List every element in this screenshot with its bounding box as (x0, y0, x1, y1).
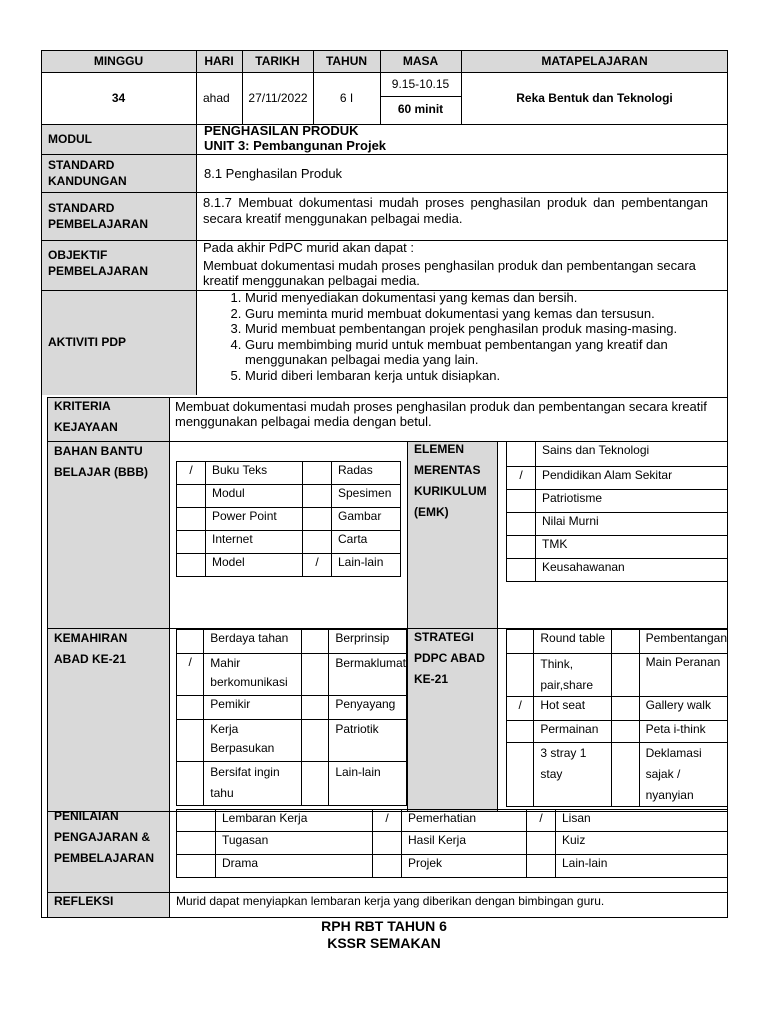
bbb-mark (303, 508, 332, 531)
abad-mark (302, 762, 329, 806)
strategi-item: Peta i-think (639, 721, 727, 743)
bbb-item: Spesimen (332, 485, 401, 508)
objektif-value: Membuat dokumentasi mudah proses penghasilan produk dan pembentangan secara kreatif menggunakan pelbagai media. (203, 258, 696, 288)
emk-mark (507, 559, 536, 582)
aktiviti-item: 4. Guru membimbing murid untuk membuat pembentangan yang kreatif dan menggunakan pelbagai media yang lain. (245, 337, 724, 368)
strategi-mark (612, 654, 639, 697)
footer-title: RPH RBT TAHUN 6 (321, 918, 447, 934)
minggu-value: 34 (111, 91, 126, 105)
tahun-value: 6 I (339, 91, 354, 105)
refleksi-value: Murid dapat menyiapkan lembaran kerja yang diberikan dengan bimbingan guru. (176, 894, 605, 908)
bbb-mark (303, 485, 332, 508)
col-matapelajaran: MATAPELAJARAN (541, 54, 648, 68)
aktiviti-list (199, 290, 724, 383)
penilaian-table (176, 809, 728, 878)
abad-mark: / (177, 654, 204, 696)
bbb-mark (177, 485, 206, 508)
abad-item: Pemikir (204, 696, 302, 720)
abad-item: Mahir berkomunikasi (204, 654, 302, 696)
strategi-item: Pembentangan (639, 630, 727, 654)
abad-mark (302, 654, 329, 696)
bbb-item: Modul (206, 485, 303, 508)
strategi-item: Gallery walk (639, 697, 727, 721)
abad-mark (177, 630, 204, 654)
abad-label: KEMAHIRAN ABAD KE-21 (54, 631, 128, 666)
abad-mark (177, 696, 204, 720)
bbb-mark (303, 462, 332, 485)
col-tarikh: TARIKH (255, 54, 300, 68)
abad-item: Kerja Berpasukan (204, 720, 302, 762)
emk-item: TMK (536, 536, 728, 559)
emk-mark (507, 442, 536, 467)
abad-item: Lain-lain (329, 762, 407, 806)
bbb-item: Buku Teks (206, 462, 303, 485)
abad-mark (302, 630, 329, 654)
emk-mark: / (507, 467, 536, 490)
bbb-label: BAHAN BANTU BELAJAR (BBB) (54, 444, 148, 479)
penilaian-mark (177, 855, 216, 878)
masa-duration: 60 minit (397, 102, 444, 116)
tarikh-value: 27/11/2022 (248, 90, 308, 105)
bbb-table (176, 461, 401, 577)
emk-label: ELEMEN MERENTAS KURIKULUM (EMK) (414, 442, 487, 519)
penilaian-mark (527, 832, 556, 855)
abad-item: Bersifat ingin tahu (204, 762, 302, 806)
abad-item: Berdaya tahan (204, 630, 302, 654)
penilaian-item: Kuiz (556, 832, 728, 855)
penilaian-mark: / (527, 810, 556, 832)
bbb-item: Gambar (332, 508, 401, 531)
bbb-item: Power Point (206, 508, 303, 531)
abad-mark (302, 696, 329, 720)
penilaian-mark (527, 855, 556, 878)
col-minggu: MINGGU (93, 54, 144, 68)
strategi-item: Deklamasi sajak / nyanyian (639, 743, 727, 807)
penilaian-mark (177, 832, 216, 855)
aktiviti-label: AKTIVITI PDP (48, 335, 127, 349)
strategi-mark (612, 743, 639, 807)
bbb-item: Carta (332, 531, 401, 554)
kriteria-label: KRITERIA KEJAYAAN (54, 399, 118, 434)
strategi-item: Think, pair,share (534, 654, 612, 697)
penilaian-item: Tugasan (216, 832, 373, 855)
masa-time: 9.15-10.15 (391, 77, 450, 91)
strategi-mark (507, 721, 534, 743)
penilaian-item: Lain-lain (556, 855, 728, 878)
strategi-mark (507, 743, 534, 807)
abad-mark (302, 720, 329, 762)
penilaian-item: Hasil Kerja (402, 832, 527, 855)
matapelajaran-value: Reka Bentuk dan Teknologi (516, 91, 673, 105)
strategi-item: Main Peranan (639, 654, 727, 697)
col-hari: HARI (204, 54, 234, 68)
emk-mark (507, 513, 536, 536)
aktiviti-item: 5. Murid diberi lembaran kerja untuk disiapkan. (245, 368, 724, 384)
strategi-label: STRATEGI PDPC ABAD KE-21 (414, 630, 485, 686)
col-masa: MASA (402, 54, 439, 68)
penilaian-mark (373, 832, 402, 855)
penilaian-item: Drama (216, 855, 373, 878)
standard-kandungan-value: 8.1 Penghasilan Produk (204, 165, 343, 181)
hari-value: ahad (203, 91, 230, 105)
bbb-mark (177, 554, 206, 577)
abad-mark (177, 720, 204, 762)
abad-table (176, 629, 407, 806)
abad-mark (177, 762, 204, 806)
bbb-mark (177, 531, 206, 554)
abad-item: Penyayang (329, 696, 407, 720)
abad-item: Patriotik (329, 720, 407, 762)
strategi-item: Hot seat (534, 697, 612, 721)
bbb-mark: / (177, 462, 206, 485)
abad-item: Berprinsip (329, 630, 407, 654)
modul-line1: PENGHASILAN PRODUK (204, 123, 359, 138)
strategi-mark (612, 630, 639, 654)
refleksi-label: REFLEKSI (54, 894, 114, 908)
standard-pembelajaran-value: 8.1.7 Membuat dokumentasi mudah proses penghasilan produk dan pembentangan secara kreatif menggunakan pelbagai media. (203, 195, 708, 226)
standard-kandungan-label: STANDARD KANDUNGAN (48, 158, 127, 188)
bbb-item: Model (206, 554, 303, 577)
strategi-item: Permainan (534, 721, 612, 743)
objektif-intro: Pada akhir PdPC murid akan dapat : (203, 240, 415, 255)
aktiviti-item: 2. Guru meminta murid membuat dokumentasi yang kemas dan tersusun. (245, 306, 724, 322)
penilaian-item: Projek (402, 855, 527, 878)
bbb-mark (303, 531, 332, 554)
emk-item: Sains dan Teknologi (536, 442, 728, 467)
penilaian-item: Lembaran Kerja (216, 810, 373, 832)
strategi-mark: / (507, 697, 534, 721)
modul-line2: UNIT 3: Pembangunan Projek (204, 138, 387, 153)
footer-subtitle: KSSR SEMAKAN (327, 935, 441, 951)
penilaian-label: PENILAIAN PENGAJARAN & PEMBELAJARAN (54, 809, 155, 865)
emk-table (506, 441, 728, 582)
strategi-item: 3 stray 1 stay (534, 743, 612, 807)
strategi-item: Round table (534, 630, 612, 654)
emk-mark (507, 536, 536, 559)
kriteria-value: Membuat dokumentasi mudah proses penghasilan produk dan pembentangan secara kreatif menggunakan pelbagai media dengan betul. (175, 399, 707, 429)
bbb-item: Lain-lain (332, 554, 401, 577)
standard-pembelajaran-label: STANDARD PEMBELAJARAN (48, 201, 149, 231)
objektif-label: OBJEKTIF PEMBELAJARAN (48, 248, 149, 278)
abad-item: Bermaklumat (329, 654, 407, 696)
strategi-table (506, 629, 728, 807)
emk-item: Nilai Murni (536, 513, 728, 536)
emk-mark (507, 490, 536, 513)
emk-item: Pendidikan Alam Sekitar (536, 467, 728, 490)
col-tahun: TAHUN (325, 54, 368, 68)
penilaian-mark (373, 855, 402, 878)
modul-label: MODUL (48, 132, 92, 146)
bbb-mark: / (303, 554, 332, 577)
aktiviti-item: 3. Murid membuat pembentangan projek penghasilan produk masing-masing. (245, 321, 724, 337)
emk-item: Patriotisme (536, 490, 728, 513)
strategi-mark (507, 630, 534, 654)
emk-item: Keusahawanan (536, 559, 728, 582)
strategi-mark (507, 654, 534, 697)
bbb-item: Internet (206, 531, 303, 554)
bbb-item: Radas (332, 462, 401, 485)
penilaian-mark (177, 810, 216, 832)
aktiviti-item: 1. Murid menyediakan dokumentasi yang kemas dan bersih. (245, 290, 724, 306)
bbb-mark (177, 508, 206, 531)
penilaian-item: Lisan (556, 810, 728, 832)
penilaian-item: Pemerhatian (402, 810, 527, 832)
strategi-mark (612, 721, 639, 743)
strategi-mark (612, 697, 639, 721)
penilaian-mark: / (373, 810, 402, 832)
